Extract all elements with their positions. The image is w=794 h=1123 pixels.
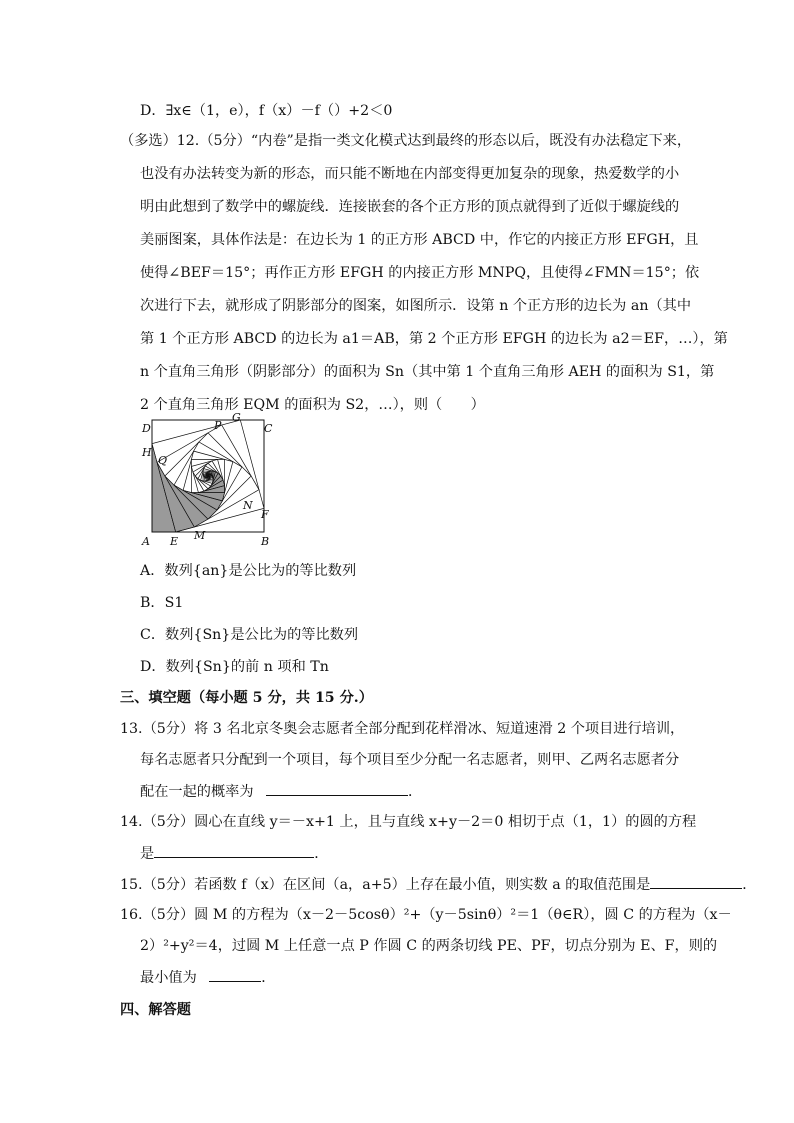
- q16-line-2: 2）²+y²＝4，过圆 M 上任意一点 P 作圆 C 的两条切线 PE、PF，切点分别为 E、F，则的: [140, 938, 718, 954]
- label-f: F: [261, 508, 269, 521]
- q12-option-b: B．S1: [140, 595, 184, 611]
- q12-line-4: 美丽图案，具体作法是：在边长为 1 的正方形 ABCD 中，作它的内接正方形 EFGH，且: [140, 232, 699, 248]
- label-n: N: [243, 499, 253, 512]
- q11-option-d: D．∃x∈（1，e），f（x）－f（）+2＜0: [140, 103, 393, 119]
- label-q: Q: [158, 454, 168, 467]
- q14-line-1: 14.（5分）圆心在直线 y＝－x+1 上，且与直线 x+y－2＝0 相切于点（1，1）的圆的方程: [120, 814, 697, 830]
- q13-line-1: 13.（5分）将 3 名北京冬奥会志愿者全部分配到花样滑冰、短道速滑 2 个项目进行培训，: [120, 721, 685, 737]
- q16-line-3: [140, 967, 275, 988]
- q16-end: ．: [261, 970, 276, 986]
- spiral-squares-figure: [140, 412, 275, 547]
- q12-line-6: 次进行下去，就形成了阴影部分的图案，如图所示．设第 n 个正方形的边长为 an（其中: [140, 298, 692, 314]
- q12-line-2: 也没有办法转变为新的形态，而只能不断地在内部变得更加复杂的现象，热爱数学的小: [140, 166, 680, 182]
- q12-line-3: 明由此想到了数学中的螺旋线．连接嵌套的各个正方形的顶点就得到了近似于螺旋线的: [140, 199, 680, 215]
- label-c: C: [264, 422, 273, 435]
- spiral-squares-svg: [140, 412, 275, 547]
- q14-text: 是: [140, 846, 155, 862]
- label-e: E: [170, 535, 179, 547]
- q15-answer-blank[interactable]: [650, 874, 742, 889]
- q13-text: 配在一起的概率为: [140, 784, 254, 800]
- q15-end: ．: [742, 877, 757, 893]
- q13-end: ．: [408, 784, 423, 800]
- q12-line-9: 2 个直角三角形 EQM 的面积为 S2，…），则（ ）: [140, 397, 485, 413]
- q12-line-8: n 个直角三角形（阴影部分）的面积为 Sn（其中第 1 个直角三角形 AEH 的面积为 S1，第: [140, 364, 715, 380]
- label-p: P: [214, 419, 222, 432]
- label-b: B: [261, 535, 270, 547]
- q15-text: 15.（5分）若函数 f（x）在区间（a，a+5）上存在最小值，则实数 a 的取值范围是: [120, 877, 651, 893]
- label-m: M: [194, 529, 206, 542]
- q12-option-c: C．数列{Sn}是公比为的等比数列: [140, 627, 359, 643]
- label-h: H: [142, 446, 152, 459]
- q16-text: 最小值为: [140, 970, 197, 986]
- q13-answer-blank[interactable]: [266, 781, 408, 796]
- q12-line-7: 第 1 个正方形 ABCD 的边长为 a1＝AB，第 2 个正方形 EFGH 的边长为 a2＝EF，…），第: [140, 331, 728, 347]
- q15-line-1: [120, 874, 757, 895]
- q12-line-5: 使得∠BEF＝15°；再作正方形 EFGH 的内接正方形 MNPQ，且使得∠FMN＝15°；依: [140, 265, 700, 281]
- q16-answer-blank[interactable]: [209, 967, 261, 982]
- q12-line-1: （多选）12.（5分）“内卷”是指一类文化模式达到最终的形态以后，既没有办法稳定下来，: [120, 133, 692, 149]
- label-a: A: [142, 535, 150, 547]
- q16-line-1: 16.（5分）圆 M 的方程为（x－2－5cosθ）²+（y－5sinθ）²＝1（θ∈R），圆 C 的方程为（x－: [120, 907, 732, 923]
- section-3-title: 三、填空题（每小题 5 分，共 15 分.）: [120, 690, 373, 706]
- section-4-title: 四、解答题: [120, 1002, 191, 1018]
- q13-line-2: 每名志愿者只分配到一个项目，每个项目至少分配一名志愿者，则甲、乙两名志愿者分: [140, 752, 680, 768]
- q13-line-3: [140, 781, 422, 802]
- q12-option-d: D．数列{Sn}的前 n 项和 Tn: [140, 659, 329, 675]
- q14-line-2: [140, 843, 328, 864]
- q12-option-a: A．数列{an}是公比为的等比数列: [140, 563, 357, 579]
- label-g: G: [232, 412, 241, 424]
- q14-end: ．: [314, 846, 329, 862]
- q14-answer-blank[interactable]: [154, 843, 314, 858]
- label-d: D: [142, 422, 151, 435]
